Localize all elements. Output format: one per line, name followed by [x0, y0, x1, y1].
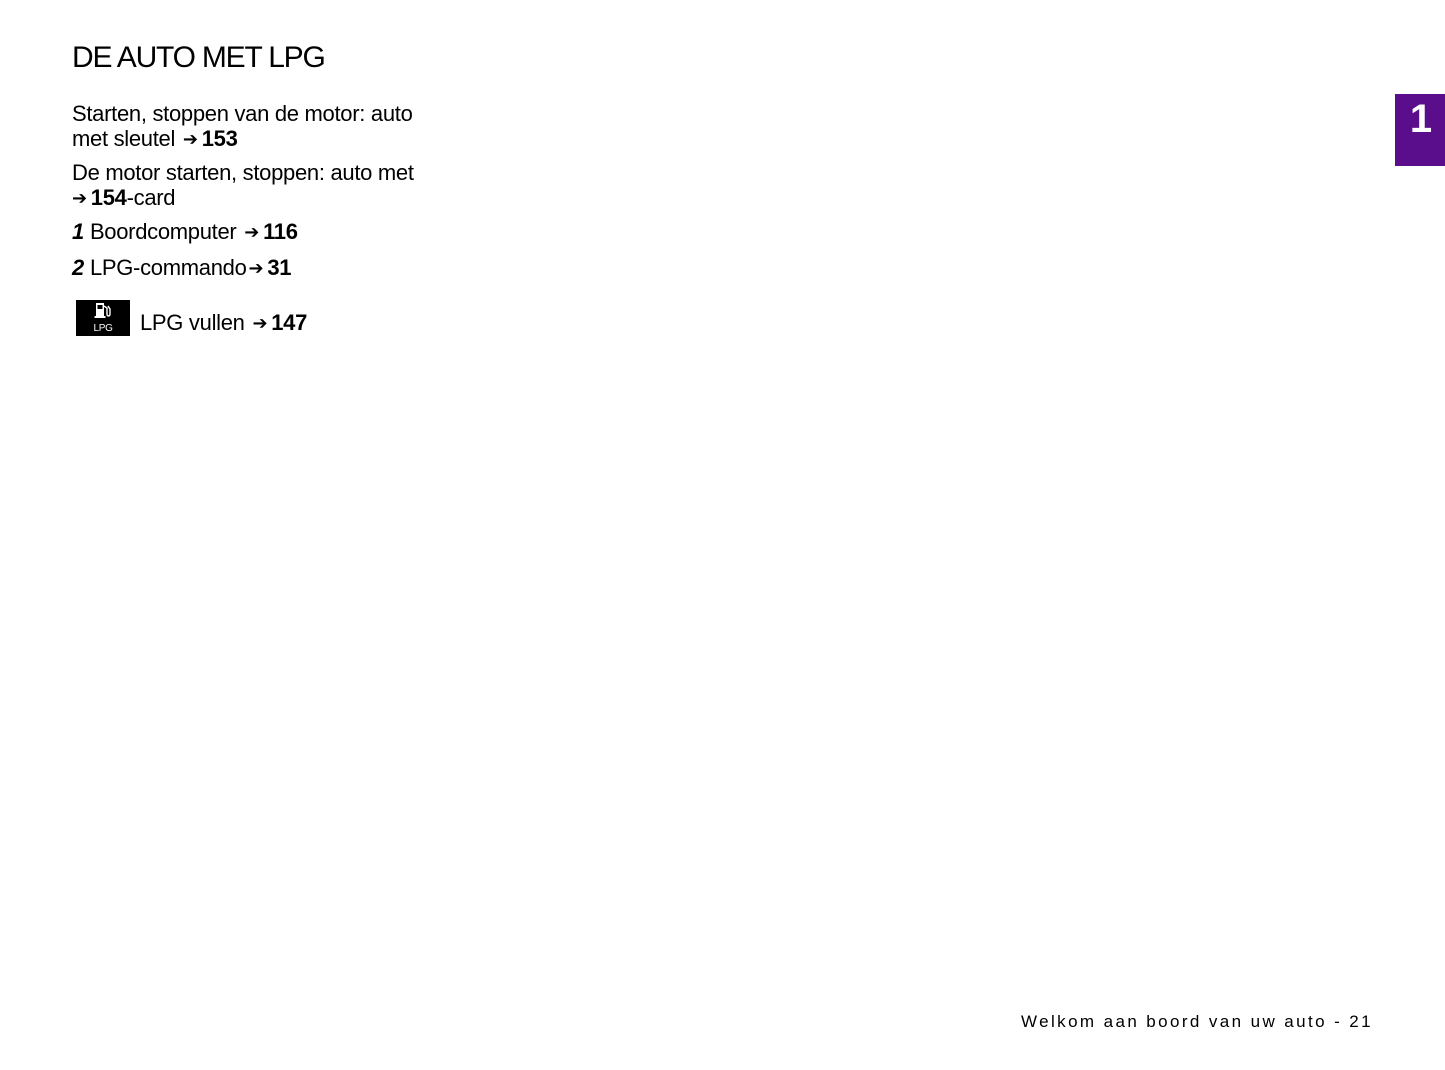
- lpg-fill-reference: [76, 296, 307, 336]
- lpg-icon-text: LPG: [93, 323, 113, 334]
- page-title: DE AUTO MET LPG: [72, 41, 325, 74]
- numbered-item-lpg-control: [72, 255, 472, 281]
- reference-text: met sleutel: [72, 126, 176, 151]
- arrow-right-icon: ➔: [252, 313, 268, 333]
- lpg-fill-label: LPG vullen: [140, 310, 245, 335]
- numbered-item-trip-computer: [72, 219, 472, 245]
- chapter-tab[interactable]: 1: [1395, 94, 1445, 166]
- reference-start-stop-card: [72, 160, 472, 211]
- arrow-right-icon: ➔: [72, 188, 87, 208]
- lpg-fuel-pump-icon: [76, 300, 130, 336]
- lpg-fill-text: [140, 310, 307, 336]
- reference-list: [72, 101, 472, 291]
- arrow-right-icon: ➔: [244, 222, 260, 242]
- item-label: Boordcomputer: [89, 219, 237, 244]
- page-footer: Welkom aan boord van uw auto - 21: [1021, 1012, 1373, 1031]
- page-reference-link[interactable]: 147: [271, 310, 308, 335]
- reference-suffix: -card: [126, 185, 176, 210]
- item-number: 2: [72, 255, 84, 280]
- page-reference-link[interactable]: 31: [267, 255, 292, 280]
- reference-text: De motor starten, stoppen: auto met: [72, 160, 414, 185]
- reference-start-stop-key: [72, 101, 472, 152]
- page-reference-link[interactable]: 153: [201, 126, 238, 151]
- item-number: 1: [72, 219, 84, 244]
- item-label: LPG-commando: [89, 255, 247, 280]
- arrow-right-icon: ➔: [248, 258, 264, 278]
- arrow-right-icon: ➔: [182, 129, 198, 149]
- page-reference-link[interactable]: 116: [263, 219, 298, 244]
- page-reference-link[interactable]: 154: [90, 185, 127, 210]
- reference-text: Starten, stoppen van de motor: auto: [72, 101, 413, 126]
